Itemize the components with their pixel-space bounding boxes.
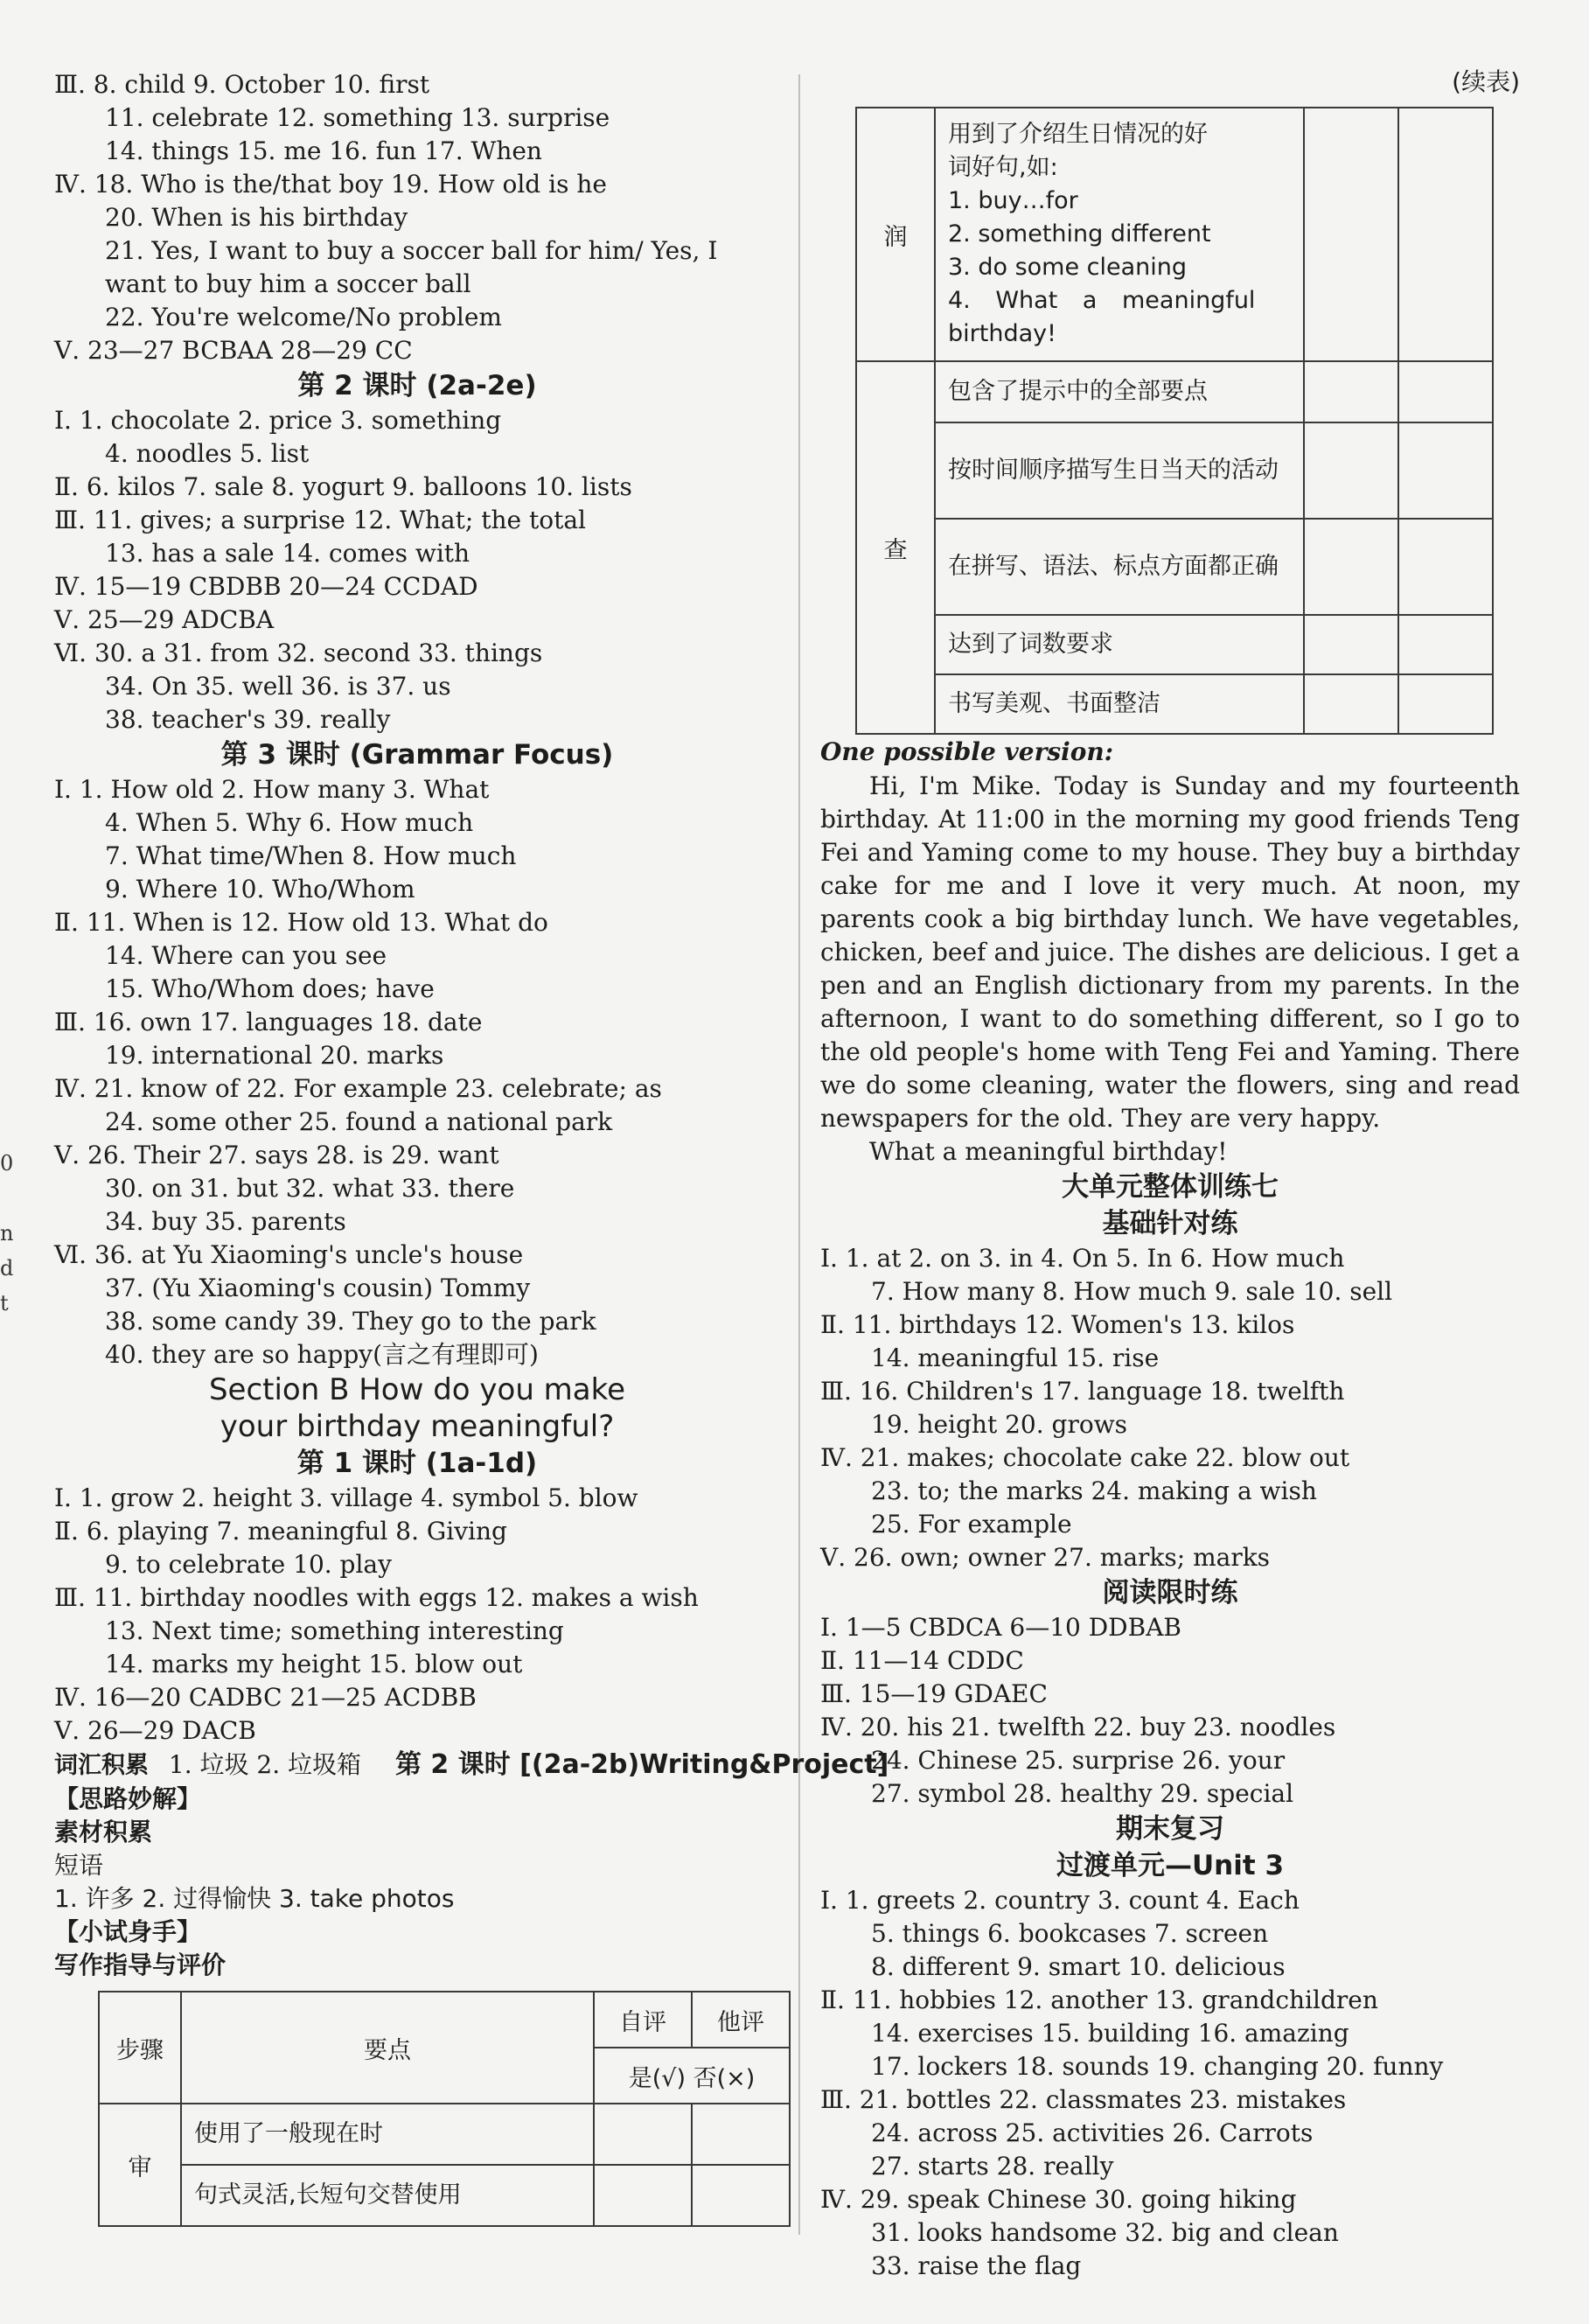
table-point: 按时间顺序描写生日当天的活动 xyxy=(935,422,1304,519)
answer-line xyxy=(54,1239,780,1272)
answer-text: 25. For example xyxy=(871,1510,1072,1539)
answer-line xyxy=(54,1172,780,1205)
answer-line xyxy=(54,201,780,234)
answer-text: Ⅴ. 23—27 BCBAA 28—29 CC xyxy=(54,336,413,365)
answer-line xyxy=(820,2050,1520,2083)
section-heading: 过渡单元—Unit 3 xyxy=(1056,1850,1285,1881)
left-column xyxy=(54,68,889,2227)
answer-text: Ⅱ. 6. playing 7. meaningful 8. Giving xyxy=(54,1517,507,1546)
table-check-cell xyxy=(1398,422,1493,519)
answer-line xyxy=(54,1072,780,1106)
answer-line xyxy=(54,234,780,268)
evaluation-table-continued xyxy=(855,107,1494,735)
answer-block xyxy=(54,404,780,736)
answer-line xyxy=(54,301,780,334)
answer-text: 27. starts 28. really xyxy=(871,2152,1114,2181)
answer-text: Ⅲ. 16. Children's 17. language 18. twelfth xyxy=(820,1377,1345,1406)
evaluation-table xyxy=(98,1991,791,2227)
answer-line xyxy=(54,873,780,906)
polish-line: 词好句,如: xyxy=(948,154,1058,181)
answer-text: 34. On 35. well 36. is 37. us xyxy=(105,672,451,701)
answer-line xyxy=(54,840,780,873)
answer-text: 30. on 31. but 32. what 33. there xyxy=(105,1174,515,1203)
answer-line xyxy=(54,604,780,637)
table-check-cell xyxy=(1304,108,1398,361)
table-check-cell xyxy=(1398,361,1493,422)
answer-text: 38. teacher's 39. really xyxy=(105,705,391,734)
answer-text: want to buy him a soccer ball xyxy=(105,269,471,298)
table-check-cell xyxy=(1398,108,1493,361)
vocab-label: 词汇积累 xyxy=(54,1752,149,1779)
answer-text: 24. across 25. activities 26. Carrots xyxy=(871,2118,1314,2147)
section-b-title: your birthday meaningful? xyxy=(220,1409,615,1444)
answer-block xyxy=(820,1611,1520,1811)
material-label: 素材积累 xyxy=(54,1818,153,1846)
answer-block xyxy=(54,68,780,367)
polish-line: 用到了介绍生日情况的好 xyxy=(948,121,1208,148)
table-check-cell xyxy=(1304,615,1398,674)
answer-line xyxy=(820,2017,1520,2050)
column-divider xyxy=(798,74,800,2235)
unit-heading: 大单元整体训练七 xyxy=(1062,1171,1279,1203)
table-point: 使用了一般现在时 xyxy=(181,2104,594,2165)
table-check-cell xyxy=(1398,674,1493,734)
phrase-label: 短语 xyxy=(54,1851,104,1880)
answer-line xyxy=(820,1744,1520,1777)
answer-text: 11. celebrate 12. something 13. surprise xyxy=(105,103,610,132)
lesson-heading: 第 2 课时 [(2a-2b)Writing&Project] xyxy=(394,1749,889,1780)
answer-text: 15. Who/Whom does; have xyxy=(105,974,435,1003)
table-check-cell xyxy=(692,2104,790,2165)
answer-line xyxy=(54,1548,780,1581)
answer-line xyxy=(820,1342,1520,1375)
answer-text: 5. things 6. bookcases 7. screen xyxy=(871,1919,1269,1948)
table-check-cell xyxy=(594,2165,692,2226)
answer-text: Ⅰ. 1. chocolate 2. price 3. something xyxy=(54,406,502,435)
lesson-heading: 第 3 课时 (Grammar Focus) xyxy=(220,739,614,771)
answer-text: 20. When is his birthday xyxy=(105,203,408,232)
answer-text: Ⅴ. 26—29 DACB xyxy=(54,1716,256,1745)
table-stage-review: 审 xyxy=(99,2104,181,2226)
table-stage-polish: 润 xyxy=(856,108,935,361)
answer-line xyxy=(820,1644,1520,1678)
answer-text: Ⅲ. 8. child 9. October 10. first xyxy=(54,70,430,99)
table-header-points: 要点 xyxy=(181,1992,594,2104)
answer-line xyxy=(820,1917,1520,1951)
phrase-text: 1. 许多 2. 过得愉快 3. take photos xyxy=(54,1884,455,1913)
answer-block xyxy=(54,773,780,1371)
answer-text: 27. symbol 28. healthy 29. special xyxy=(871,1779,1294,1808)
edge-mark: n xyxy=(0,1221,14,1246)
answer-text: Ⅱ. 6. kilos 7. sale 8. yogurt 9. balloons 10. lists xyxy=(54,472,632,501)
answer-text: 22. You're welcome/No problem xyxy=(105,303,502,332)
answer-line xyxy=(54,1714,780,1748)
table-header-peer: 他评 xyxy=(692,1992,790,2048)
answer-text: 38. some candy 39. They go to the park xyxy=(105,1307,596,1336)
answer-line xyxy=(54,806,780,840)
answer-text: 13. has a sale 14. comes with xyxy=(105,539,470,568)
answer-line xyxy=(54,68,780,101)
sample-essay-label: One possible version: xyxy=(820,737,1114,766)
answer-text: 31. looks handsome 32. big and clean xyxy=(871,2218,1339,2247)
answer-text: Ⅵ. 30. a 31. from 32. second 33. things xyxy=(54,639,543,667)
answer-text: 19. international 20. marks xyxy=(105,1041,444,1070)
answer-line xyxy=(820,2083,1520,2117)
answer-line xyxy=(54,973,780,1006)
idea-label: 【思路妙解】 xyxy=(54,1784,202,1813)
table-point: 句式灵活,长短句交替使用 xyxy=(181,2165,594,2226)
answer-text: Ⅵ. 36. at Yu Xiaoming's uncle's house xyxy=(54,1240,524,1269)
answer-line xyxy=(54,1581,780,1615)
table-header-step: 步骤 xyxy=(99,1992,181,2104)
answer-line xyxy=(54,703,780,736)
answer-line xyxy=(54,1515,780,1548)
answer-text: 14. exercises 15. building 16. amazing xyxy=(871,2019,1349,2048)
answer-text: Ⅰ. 1—5 CBDCA 6—10 DDBAB xyxy=(820,1613,1181,1642)
edge-mark: 0 xyxy=(0,1151,14,1176)
answer-line xyxy=(820,2183,1520,2216)
answer-line xyxy=(54,1681,780,1714)
answer-line xyxy=(820,1951,1520,1984)
answer-text: Ⅲ. 15—19 GDAEC xyxy=(820,1679,1048,1708)
section-heading: 基础针对练 xyxy=(1102,1208,1238,1239)
answer-line xyxy=(54,1305,780,1338)
answer-line xyxy=(820,1678,1520,1711)
answer-line xyxy=(820,1611,1520,1644)
answer-text: 14. things 15. me 16. fun 17. When xyxy=(105,136,542,165)
answer-line xyxy=(54,471,780,504)
answer-text: Ⅲ. 16. own 17. languages 18. date xyxy=(54,1008,483,1036)
answer-line xyxy=(820,2216,1520,2250)
answer-line xyxy=(54,404,780,437)
answer-line xyxy=(54,334,780,367)
answer-text: 14. meaningful 15. rise xyxy=(871,1343,1160,1372)
answer-text: Ⅲ. 21. bottles 22. classmates 23. mistakes xyxy=(820,2085,1347,2114)
table-check-cell xyxy=(1398,519,1493,615)
edge-mark: t xyxy=(0,1291,9,1316)
section-b-title: Section B How do you make xyxy=(208,1372,626,1407)
answer-text: Ⅳ. 16—20 CADBC 21—25 ACDBB xyxy=(54,1683,477,1712)
table-point xyxy=(935,108,1304,361)
answer-line xyxy=(54,268,780,301)
answer-line xyxy=(820,1242,1520,1275)
answer-line xyxy=(820,1777,1520,1811)
table-check-cell xyxy=(1304,519,1398,615)
answer-line xyxy=(820,1275,1520,1309)
table-point: 书写美观、书面整洁 xyxy=(935,674,1304,734)
answer-text: 23. to; the marks 24. making a wish xyxy=(871,1476,1317,1505)
table-check-cell xyxy=(594,2104,692,2165)
answer-text: 33. raise the flag xyxy=(871,2251,1082,2280)
answer-line xyxy=(54,1338,780,1371)
answer-block xyxy=(820,1884,1520,2283)
table-check-cell xyxy=(1304,422,1398,519)
table-point: 在拼写、语法、标点方面都正确 xyxy=(935,519,1304,615)
lesson-heading: 第 2 课时 (2a-2e) xyxy=(297,370,537,401)
answer-text: Ⅳ. 15—19 CBDBB 20—24 CCDAD xyxy=(54,572,478,601)
table-header-self: 自评 xyxy=(594,1992,692,2048)
answer-text: 4. When 5. Why 6. How much xyxy=(105,808,474,837)
answer-text: Ⅲ. 11. birthday noodles with eggs 12. makes a wish xyxy=(54,1583,699,1612)
answer-text: Ⅳ. 21. makes; chocolate cake 22. blow out xyxy=(820,1443,1350,1472)
answer-text: Ⅰ. 1. at 2. on 3. in 4. On 5. In 6. How much xyxy=(820,1244,1345,1273)
answer-text: Ⅴ. 26. Their 27. says 28. is 29. want xyxy=(54,1141,499,1169)
answer-line xyxy=(54,906,780,939)
answer-line xyxy=(820,2250,1520,2283)
essay-paragraph: What a meaningful birthday! xyxy=(869,1137,1228,1166)
table-stage-check: 查 xyxy=(856,361,935,734)
table-check-cell xyxy=(1398,615,1493,674)
answer-text: 40. they are so happy(言之有理即可) xyxy=(105,1340,539,1369)
answer-text: 14. marks my height 15. blow out xyxy=(105,1650,523,1678)
answer-line xyxy=(820,1508,1520,1541)
answer-text: Ⅳ. 20. his 21. twelfth 22. buy 23. noodles xyxy=(820,1713,1336,1741)
answer-line xyxy=(54,135,780,168)
answer-block xyxy=(54,1482,780,1748)
answer-line xyxy=(54,504,780,537)
answer-line xyxy=(54,570,780,604)
table-point: 达到了词数要求 xyxy=(935,615,1304,674)
answer-line xyxy=(54,101,780,135)
answer-line xyxy=(54,1006,780,1039)
right-column xyxy=(820,68,1520,2283)
answer-line xyxy=(54,773,780,806)
guide-label: 写作指导与评价 xyxy=(54,1951,227,1979)
answer-line xyxy=(820,1984,1520,2017)
section-heading: 期末复习 xyxy=(1116,1813,1224,1845)
polish-line: 2. something different xyxy=(948,220,1211,248)
answer-line xyxy=(820,1475,1520,1508)
answer-line xyxy=(820,2117,1520,2150)
answer-text: 7. What time/When 8. How much xyxy=(105,841,517,870)
edge-mark: d xyxy=(0,1256,14,1281)
answer-line xyxy=(54,1039,780,1072)
answer-text: Ⅱ. 11. When is 12. How old 13. What do xyxy=(54,908,548,937)
table-check-cell xyxy=(1304,674,1398,734)
answer-line xyxy=(820,1541,1520,1574)
answer-line xyxy=(54,1615,780,1648)
table-check-cell xyxy=(692,2165,790,2226)
answer-text: Ⅱ. 11. birthdays 12. Women's 13. kilos xyxy=(820,1310,1295,1339)
answer-text: Ⅰ. 1. greets 2. country 3. count 4. Each xyxy=(820,1886,1300,1915)
polish-line: 1. buy…for xyxy=(948,187,1078,214)
answer-line xyxy=(54,1106,780,1139)
answer-text: Ⅴ. 25—29 ADCBA xyxy=(54,605,275,634)
vocab-row xyxy=(54,1748,889,1783)
answer-line xyxy=(54,637,780,670)
answer-text: Ⅳ. 21. know of 22. For example 23. celebrate; as xyxy=(54,1074,662,1103)
essay-paragraph: Hi, I'm Mike. Today is Sunday and my fourteenth birthday. At 11:00 in the morning my good friends Teng Fei and Yaming come to my house. They buy a birthday cake for me and I love it very much. At noon, my parents cook a big birthday lunch. We have vegetables, chicken, beef and juice. The dishes are delicious. I get a pen and an English dictionary from my parents. In the afternoon, I want to do something different, so I go to the old people's home with Teng Fei and Yaming. There we do some cleaning, water the flowers, sing and read newspapers for the old. They are very happy. xyxy=(820,771,1520,1133)
answer-text: 37. (Yu Xiaoming's cousin) Tommy xyxy=(105,1274,531,1302)
answer-text: 13. Next time; something interesting xyxy=(105,1616,564,1645)
answer-line xyxy=(820,1884,1520,1917)
answer-line xyxy=(820,1375,1520,1408)
answer-line xyxy=(54,168,780,201)
answer-text: 24. some other 25. found a national park xyxy=(105,1107,613,1136)
section-heading: 阅读限时练 xyxy=(1102,1577,1238,1609)
continued-label: (续表) xyxy=(1452,67,1520,96)
answer-text: 14. Where can you see xyxy=(105,941,387,970)
vocab-text: 1. 垃圾 2. 垃圾箱 xyxy=(168,1750,362,1779)
table-point: 包含了提示中的全部要点 xyxy=(935,361,1304,422)
answer-text: Ⅰ. 1. grow 2. height 3. village 4. symbol 5. blow xyxy=(54,1483,638,1512)
answer-block xyxy=(820,1242,1520,1574)
answer-text: 8. different 9. smart 10. delicious xyxy=(871,1952,1286,1981)
answer-line xyxy=(54,670,780,703)
answer-text: Ⅳ. 18. Who is the/that boy 19. How old is he xyxy=(54,170,607,199)
answer-text: 34. buy 35. parents xyxy=(105,1207,346,1236)
answer-line xyxy=(54,537,780,570)
answer-line xyxy=(54,1205,780,1239)
answer-line xyxy=(54,1648,780,1681)
answer-line xyxy=(54,437,780,471)
answer-text: Ⅳ. 29. speak Chinese 30. going hiking xyxy=(820,2185,1297,2214)
answer-line xyxy=(54,939,780,973)
lesson-heading: 第 1 课时 (1a-1d) xyxy=(296,1448,538,1479)
polish-line: 3. do some cleaning xyxy=(948,254,1188,281)
answer-line xyxy=(54,1139,780,1172)
answer-text: 21. Yes, I want to buy a soccer ball for him/ Yes, I xyxy=(105,236,718,265)
answer-text: Ⅱ. 11. hobbies 12. another 13. grandchildren xyxy=(820,1986,1378,2014)
try-label: 【小试身手】 xyxy=(54,1917,202,1946)
answer-text: 7. How many 8. How much 9. sale 10. sell xyxy=(871,1277,1393,1306)
answer-text: Ⅴ. 26. own; owner 27. marks; marks xyxy=(820,1543,1271,1572)
answer-text: Ⅰ. 1. How old 2. How many 3. What xyxy=(54,775,490,804)
answer-text: 24. Chinese 25. surprise 26. your xyxy=(871,1746,1286,1775)
answer-text: 9. to celebrate 10. play xyxy=(105,1550,392,1579)
answer-line xyxy=(820,1711,1520,1744)
answer-text: 17. lockers 18. sounds 19. changing 20. funny xyxy=(871,2052,1444,2081)
table-header-yes-no: 是(√) 否(×) xyxy=(594,2048,790,2104)
answer-line xyxy=(54,1272,780,1305)
polish-line: birthday! xyxy=(948,320,1056,347)
answer-line xyxy=(820,1441,1520,1475)
answer-line xyxy=(820,2150,1520,2183)
polish-line: 4. What a meaningful xyxy=(948,287,1256,314)
answer-text: Ⅲ. 11. gives; a surprise 12. What; the total xyxy=(54,506,586,534)
answer-text: Ⅱ. 11—14 CDDC xyxy=(820,1646,1024,1675)
answer-line xyxy=(820,1408,1520,1441)
sample-essay xyxy=(820,770,1520,1169)
answer-text: 19. height 20. grows xyxy=(871,1410,1128,1439)
answer-line xyxy=(54,1482,780,1515)
answer-line xyxy=(820,1309,1520,1342)
answer-text: 4. noodles 5. list xyxy=(105,439,310,468)
table-check-cell xyxy=(1304,361,1398,422)
answer-text: 9. Where 10. Who/Whom xyxy=(105,875,415,904)
